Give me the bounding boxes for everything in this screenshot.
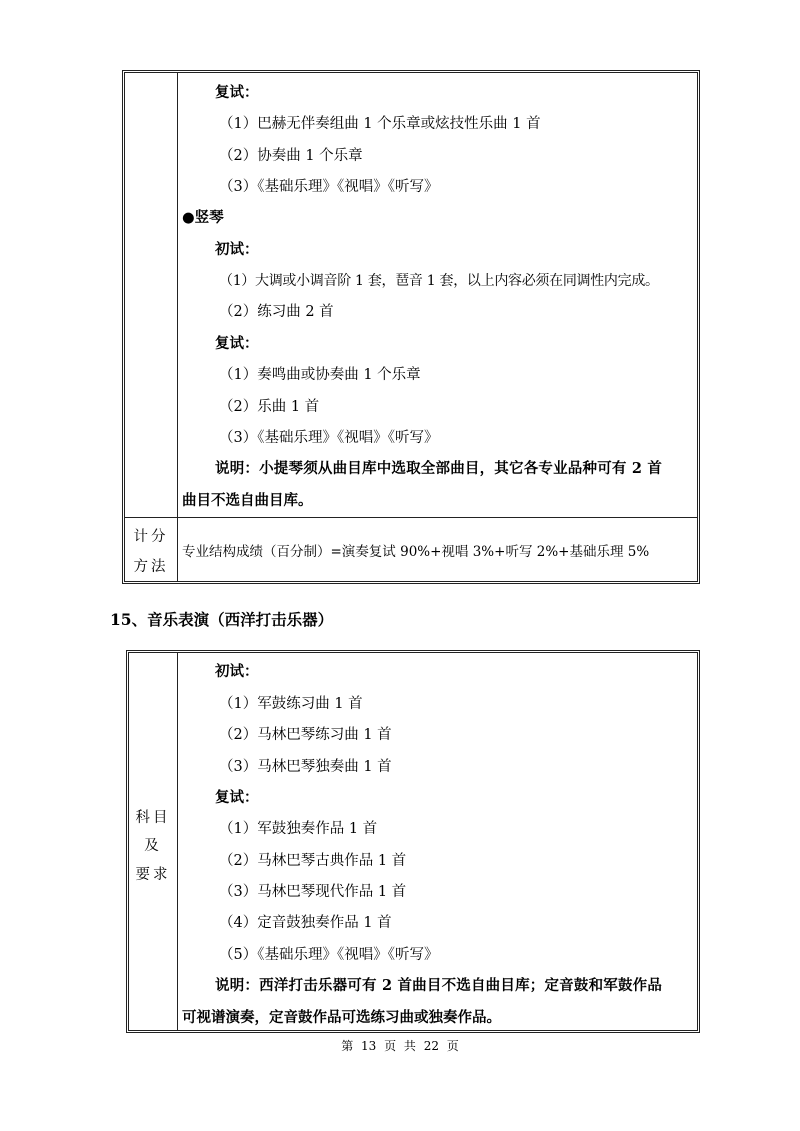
retest-heading: 复试： — [215, 335, 259, 352]
requirement-item: （3）马林巴琴独奏曲 1 首 — [219, 759, 392, 775]
scoring-label: 计分 — [133, 529, 169, 545]
note-text: 可视谱演奏，定音鼓作品可选练习曲或独奏作品。 — [182, 1009, 501, 1026]
page-footer: 第 13 页 共 22 页 — [341, 1039, 459, 1053]
section-heading: 15、音乐表演（西洋打击乐器） — [110, 610, 334, 629]
scoring-label: 方法 — [133, 559, 169, 575]
requirement-item: （3）《基础乐理》《视唱》《听写》 — [219, 430, 439, 446]
instrument-heading-harp: ●竖琴 — [182, 209, 224, 226]
requirement-item: （1）大调或小调音阶 1 套，琶音 1 套，以上内容必须在同调性内完成。 — [219, 273, 659, 289]
requirements-table-continued — [122, 70, 700, 584]
requirement-item: （2）协奏曲 1 个乐章 — [219, 148, 363, 164]
requirement-item: （1）巴赫无伴奏组曲 1 个乐章或炫技性乐曲 1 首 — [219, 116, 541, 132]
scoring-formula: 专业结构成绩（百分制）=演奏复试 90%+视唱 3%+听写 2%+基础乐理 5% — [182, 544, 650, 560]
subject-label: 要求 — [135, 867, 171, 883]
requirement-item: （2）马林巴琴古典作品 1 首 — [219, 853, 407, 869]
note-text: 说明：小提琴须从曲目库中选取全部曲目，其它各专业品种可有 2 首 — [215, 460, 663, 477]
requirement-item: （2）马林巴琴练习曲 1 首 — [219, 727, 392, 743]
retest-heading: 复试： — [215, 84, 259, 101]
requirement-item: （4）定音鼓独奏作品 1 首 — [219, 915, 392, 931]
note-text: 曲目不选自曲目库。 — [182, 492, 313, 509]
initial-test-heading: 初试： — [215, 241, 259, 258]
note-text: 说明：西洋打击乐器可有 2 首曲目不选自曲目库；定音鼓和军鼓作品 — [215, 977, 663, 994]
requirement-item: （2）练习曲 2 首 — [219, 304, 334, 320]
initial-test-heading: 初试： — [215, 663, 259, 680]
row-divider — [125, 517, 697, 518]
requirement-item: （3）马林巴琴现代作品 1 首 — [219, 884, 407, 900]
requirement-item: （5）《基础乐理》《视唱》《听写》 — [219, 947, 439, 963]
retest-heading: 复试： — [215, 789, 259, 806]
requirement-item: （1）军鼓独奏作品 1 首 — [219, 821, 378, 837]
requirement-item: （3）《基础乐理》《视唱》《听写》 — [219, 179, 439, 195]
requirement-item: （2）乐曲 1 首 — [219, 399, 320, 415]
label-column-divider — [177, 653, 178, 1030]
requirement-item: （1）奏鸣曲或协奏曲 1 个乐章 — [219, 367, 421, 383]
percussion-requirements-table — [126, 650, 700, 1033]
requirement-item: （1）军鼓练习曲 1 首 — [219, 696, 363, 712]
subject-label: 及 — [144, 838, 162, 854]
label-column-divider — [177, 73, 178, 581]
subject-label: 科目 — [135, 810, 171, 826]
